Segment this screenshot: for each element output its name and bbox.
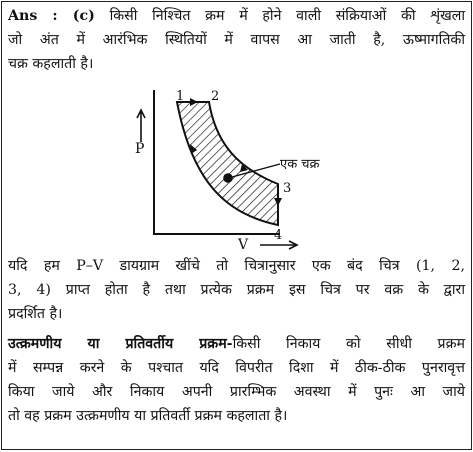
point-1-label: 1 [176, 89, 185, 104]
pv-diagram-svg [130, 86, 352, 250]
para2-line-2: में सम्पन्न करने के पश्चात यदि विपरीत दिशा में ठीक-ठीक पुनरावृत्त [8, 360, 465, 376]
answer-page [1, 1, 472, 450]
cycle-point-marker [223, 173, 233, 183]
point-2-label: 2 [211, 89, 220, 104]
p-axis-label: P [135, 141, 145, 157]
p-axis-arrow [137, 110, 145, 142]
pv-cycle-diagram [130, 86, 352, 250]
answer-label: Ans : (c) [8, 8, 95, 24]
para1-line-3: प्रदर्शित है। [8, 306, 63, 322]
answer-text-1: किसी निश्चित क्रम में होने वाली संक्रियाओं की शृंखला [109, 8, 465, 24]
para2-line-1 [8, 333, 465, 355]
point-4-label: 4 [274, 228, 283, 243]
para2-text-1: किसी निकाय को सीधी प्रक्रम [232, 336, 465, 352]
point-3-label: 3 [283, 181, 292, 196]
cycle-region [177, 102, 278, 225]
v-axis-label: V [238, 237, 249, 250]
para1-line-2: 3, 4) प्राप्त होता है तथा प्रत्येक प्रक्रम इस चित्र पर वक्र के द्वारा [8, 282, 465, 298]
para2-line-4: तो वह प्रक्रम उत्क्रमणीय या प्रतिवर्ती प्रक्रम कहलाता है। [8, 408, 288, 424]
answer-line-2: जो अंत में आरंभिक स्थितियों में वापस आ जाती है, ऊष्मागतिकी [8, 32, 465, 48]
para2-heading: उत्क्रमणीय या प्रतिवर्तीय प्रक्रम- [8, 336, 233, 352]
para1-line-1: यदि हम P–V डायग्राम खींचे तो चित्रानुसार एक बंद चित्र (1, 2, [8, 258, 465, 274]
answer-line-1 [8, 5, 465, 27]
annotation-label: एक चक्र [280, 157, 320, 172]
para2-line-3: किया जाये और निकाय अपनी प्रारम्भिक अवस्था में पुनः आ जाये [8, 384, 465, 400]
answer-line-3: चक्र कहलाती है। [8, 56, 94, 72]
